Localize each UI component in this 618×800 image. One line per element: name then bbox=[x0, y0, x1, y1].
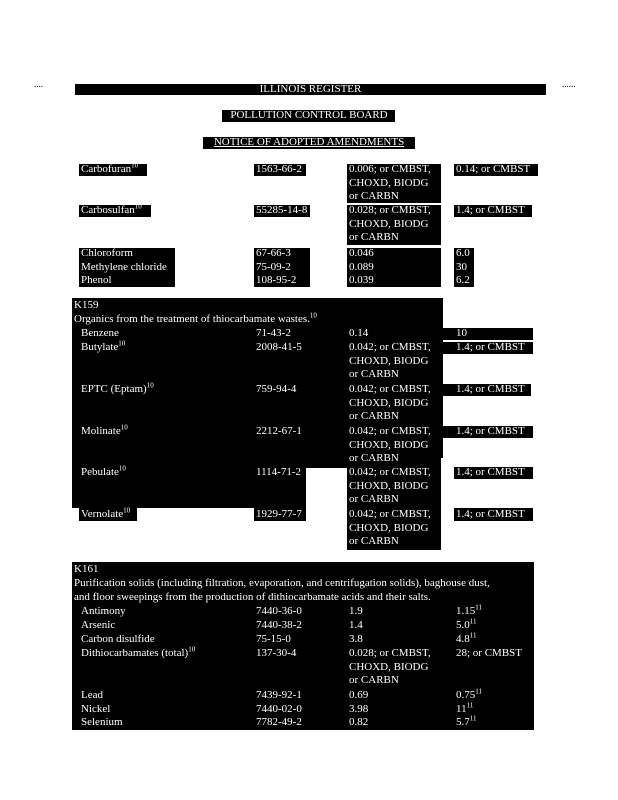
register-title: ILLINOIS REGISTER bbox=[259, 83, 362, 95]
wastewater-standard: or CARBN bbox=[349, 452, 399, 464]
wastewater-standard: 3.8 bbox=[349, 633, 363, 645]
wastewater-standard: 1.4 bbox=[349, 619, 363, 631]
wastewater-standard: CHOXD, BIODG bbox=[349, 521, 429, 534]
nonwastewater-standard: 6.2 bbox=[456, 274, 470, 286]
wastewater-standard: 0.042; or CMBST, bbox=[349, 425, 431, 437]
wastewater-standard: 1.9 bbox=[349, 605, 363, 617]
wastewater-standard: CHOXD, BIODG bbox=[349, 354, 429, 367]
cas-number: 759-94-4 bbox=[256, 383, 297, 395]
nonwastewater-standard: $5.7^{11}$ bbox=[456, 714, 477, 728]
wastewater-standard: or CARBN bbox=[349, 674, 399, 686]
wastewater-standard: CHOXD, BIODG bbox=[349, 479, 429, 492]
corner-mark-left: .... bbox=[34, 79, 43, 89]
wastewater-standard: CHOXD, BIODG bbox=[349, 396, 429, 409]
chemical-name: Carbon disulfide bbox=[81, 633, 155, 645]
wastewater-standard: or CARBN bbox=[349, 368, 399, 380]
chemical-name: Selenium bbox=[81, 716, 123, 728]
wastewater-standard: CHOXD, BIODG bbox=[349, 217, 429, 230]
wastewater-standard: 0.042; or CMBST, bbox=[349, 383, 431, 395]
nonwastewater-standard: 1.4; or CMBST bbox=[456, 383, 525, 395]
wastewater-standard: 0.042; or CMBST, bbox=[349, 466, 431, 478]
chemical-name: Antimony bbox=[81, 605, 126, 617]
wastewater-standard: 0.006; or CMBST, bbox=[349, 163, 431, 175]
nonwastewater-standard: 6.0 bbox=[456, 247, 470, 259]
chemical-name: Pebulate$^{10}$ bbox=[81, 464, 126, 478]
wastewater-standard: 3.98 bbox=[349, 703, 369, 715]
chemical-name: EPTC (Eptam)$^{10}$ bbox=[81, 381, 154, 395]
cas-number: 2212-67-1 bbox=[256, 425, 302, 437]
cas-number: 7440-38-2 bbox=[256, 619, 302, 631]
wastewater-standard: 0.028; or CMBST, bbox=[349, 204, 431, 216]
chemical-name: Methylene chloride bbox=[81, 260, 167, 273]
waste-description: Purification solids (including filtration, evaporation, and centrifugation solids), baghouse dust, bbox=[74, 577, 490, 589]
nonwastewater-standard: 30 bbox=[456, 260, 467, 273]
nonwastewater-standard: 1.4; or CMBST bbox=[456, 204, 525, 216]
chemical-name: Vernolate$^{10}$ bbox=[81, 506, 131, 520]
cas-number: 7439-92-1 bbox=[256, 689, 302, 701]
nonwastewater-standard: 10 bbox=[456, 327, 467, 339]
nonwastewater-standard: $4.8^{11}$ bbox=[456, 631, 477, 645]
cas-number: 75-09-2 bbox=[256, 260, 291, 273]
corner-mark-right: ...... bbox=[562, 79, 576, 89]
cas-number: 75-15-0 bbox=[256, 633, 291, 645]
chemical-name: Benzene bbox=[81, 327, 119, 339]
chemical-name: Butylate$^{10}$ bbox=[81, 339, 126, 353]
nonwastewater-standard: 28; or CMBST bbox=[456, 647, 523, 659]
chemical-name: Phenol bbox=[81, 274, 112, 286]
wastewater-standard: 0.042; or CMBST, bbox=[349, 341, 431, 353]
wastewater-standard: or CARBN bbox=[349, 190, 399, 202]
wastewater-standard: 0.028; or CMBST, bbox=[349, 647, 431, 659]
cas-number: 71-43-2 bbox=[256, 327, 291, 339]
nonwastewater-standard: $11^{11}$ bbox=[456, 701, 474, 715]
cas-number: 7440-36-0 bbox=[256, 605, 302, 617]
wastewater-standard: or CARBN bbox=[349, 231, 399, 243]
wastewater-standard: or CARBN bbox=[349, 410, 399, 422]
cas-number: 2008-41-5 bbox=[256, 341, 302, 353]
waste-description: and floor sweepings from the production of dithiocarbamate acids and their salts. bbox=[74, 591, 431, 603]
wastewater-standard: CHOXD, BIODG bbox=[349, 660, 429, 673]
chemical-name: Dithiocarbamates (total)$^{10}$ bbox=[81, 645, 196, 659]
cas-number: 1929-77-7 bbox=[256, 508, 302, 520]
chemical-name: Molinate$^{10}$ bbox=[81, 423, 128, 437]
cas-number: 7440-02-0 bbox=[256, 703, 302, 715]
wastewater-standard: 0.042; or CMBST, bbox=[349, 508, 431, 520]
nonwastewater-standard: 1.4; or CMBST bbox=[456, 508, 525, 520]
chemical-name: Chloroform bbox=[81, 247, 133, 259]
nonwastewater-standard: 1.4; or CMBST bbox=[456, 341, 525, 353]
cas-number: 55285-14-8 bbox=[256, 204, 308, 216]
nonwastewater-standard: 1.15$^{11}$ bbox=[456, 603, 482, 617]
wastewater-standard: 0.14 bbox=[349, 327, 369, 339]
waste-code: K161 bbox=[74, 563, 99, 575]
cas-number: 1563-66-2 bbox=[256, 163, 302, 175]
chemical-name: Lead bbox=[81, 689, 103, 701]
waste-description: Organics from the treatment of thiocarbamate wastes.$^{10}$ bbox=[74, 311, 317, 325]
nonwastewater-standard: 1.4; or CMBST bbox=[456, 425, 525, 437]
wastewater-standard: 0.69 bbox=[349, 689, 369, 701]
wastewater-standard: or CARBN bbox=[349, 535, 399, 547]
cas-number: 7782-49-2 bbox=[256, 716, 302, 728]
wastewater-standard: 0.046 bbox=[349, 247, 374, 259]
chemical-name: Arsenic bbox=[81, 619, 116, 631]
cas-number: 67-66-3 bbox=[256, 247, 291, 259]
nonwastewater-standard: 0.14; or CMBST bbox=[456, 163, 531, 175]
board-title: POLLUTION CONTROL BOARD bbox=[230, 109, 388, 121]
nonwastewater-standard: $5.0^{11}$ bbox=[456, 617, 477, 631]
wastewater-standard: or CARBN bbox=[349, 493, 399, 505]
wastewater-standard: CHOXD, BIODG bbox=[349, 438, 429, 451]
nonwastewater-standard: 1.4; or CMBST bbox=[456, 466, 525, 478]
wastewater-standard: 0.089 bbox=[349, 260, 374, 273]
notice-title: NOTICE OF ADOPTED AMENDMENTS bbox=[213, 136, 405, 148]
waste-code: K159 bbox=[74, 299, 99, 311]
wastewater-standard: 0.82 bbox=[349, 716, 369, 728]
chemical-name: Carbofuran$^{10}$ bbox=[81, 161, 139, 175]
cas-number: 1114-71-2 bbox=[256, 466, 302, 478]
wastewater-standard: CHOXD, BIODG bbox=[349, 176, 429, 189]
wastewater-standard: 0.039 bbox=[349, 274, 374, 286]
chemical-name: Carbosulfan$^{10}$ bbox=[81, 202, 142, 216]
nonwastewater-standard: 0.75$^{11}$ bbox=[456, 687, 482, 701]
cas-number: 108-95-2 bbox=[256, 274, 297, 286]
cas-number: 137-30-4 bbox=[256, 647, 297, 659]
chemical-name: Nickel bbox=[81, 703, 111, 715]
